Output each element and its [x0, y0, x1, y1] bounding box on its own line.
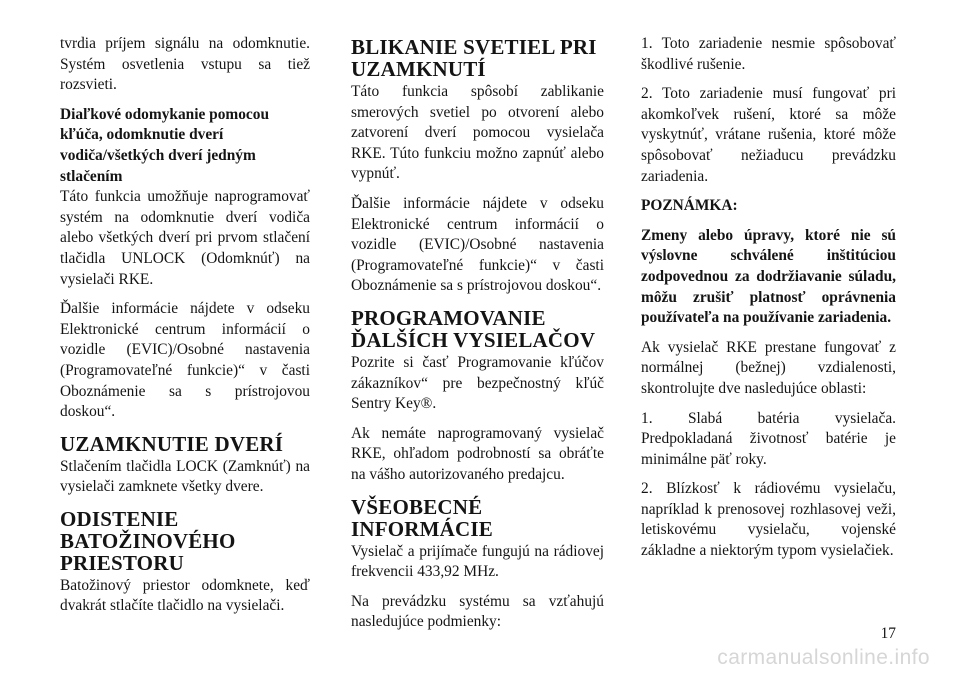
watermark: carmanualsonline.info [717, 646, 930, 669]
door-lock-heading: UZAMKNUTIE DVERÍ [60, 431, 284, 456]
conditions-paragraph: Na prevádzku systému sa vzťahujú nasledujúce podmienky: [351, 592, 604, 631]
remote-unlock-heading: Diaľkové odomykanie pomocou kľúča, odomknutie dverí vodiča/všetkých dverí jedným stlačením [60, 105, 270, 185]
column-right [641, 34, 896, 571]
note-label: POZNÁMKA: [641, 197, 738, 215]
flash-more-info-paragraph: Ďalšie informácie nájdete v odseku Elektronické centrum informácií o vozidle (EVIC)/Osobné nastavenia (Programovateľné funkcie)“ v časti Oboznámenie sa s prístrojovou doskou“. [351, 194, 604, 295]
flash-lights-heading: BLIKANIE SVETIEL PRI UZAMKNUTÍ [351, 35, 597, 81]
dealer-paragraph: Ak nemáte naprogramovaný vysielač RKE, ohľadom podrobností sa obráťte na vášho autorizovaného predajcu. [351, 424, 604, 483]
column-middle [351, 34, 604, 642]
page-number: 17 [880, 625, 896, 642]
flash-lights-paragraph: Táto funkcia spôsobí zablikanie smerových svetiel po otvorení alebo zatvorení dverí pomocou vysielača RKE. Túto funkciu možno zapnúť alebo vypnúť. [351, 83, 604, 183]
column-left [60, 34, 310, 626]
condition-2-paragraph: 2. Toto zariadenie musí fungovať pri akomkoľvek rušení, ktoré sa môže vyskytnúť, vrátane rušenia, ktoré môže spôsobovať nežiaducu prevádzku zariadenia. [641, 85, 896, 185]
remote-unlock-paragraph: Táto funkcia umožňuje naprogramovať systém na odomknutie dverí vodiča alebo všetkých dverí pri prvom stlačení tlačidla UNLOCK (Odomknúť) na vysielači RKE. [60, 188, 310, 288]
door-lock-paragraph: Stlačením tlačidla LOCK (Zamknúť) na vysielači zamknete všetky dvere. [60, 457, 310, 496]
program-transmitters-heading: PROGRAMOVANIE ĎALŠÍCH VYSIELAČOV [351, 305, 596, 352]
frequency-paragraph: Vysielač a prijímače fungujú na rádiovej frekvencii 433,92 MHz. [351, 542, 604, 581]
note-text: Zmeny alebo úpravy, ktoré nie sú výslovne schválené inštitúciou zodpovednou za dodržiavanie súladu, môžu zrušiť platnosť oprávnenia používateľa na používanie zariadenia. [641, 226, 896, 327]
failure-item-2: 2. Blízkosť k rádiovému vysielaču, napríklad k prenosovej rozhlasovej veži, letiskovému vysielaču, vojenské základne a niektorým typom vysielačiek. [641, 480, 896, 560]
failure-item-1: 1. Slabá batéria vysielača. Predpokladaná životnosť batérie je minimálne päť roky. [641, 409, 896, 468]
program-paragraph: Pozrite si časť Programovanie kľúčov zákazníkov“ pre bezpečnostný kľúč Sentry Key®. [351, 353, 604, 413]
more-info-paragraph: Ďalšie informácie nájdete v odseku Elektronické centrum informácií o vozidle (EVIC)/Osobné nastavenia (Programovateľné funkcie)“ v časti Oboznámenie sa s prístrojovou doskou“. [60, 300, 310, 421]
general-info-heading: VŠEOBECNÉ INFORMÁCIE [351, 494, 493, 541]
trunk-release-heading: ODISTENIE BATOŽINOVÉHO PRIESTORU [60, 506, 236, 575]
intro-paragraph: tvrdia príjem signálu na odomknutie. Systém osvetlenia vstupu sa tiež rozsvieti. [60, 35, 310, 94]
failure-paragraph: Ak vysielač RKE prestane fungovať z normálnej (bežnej) vzdialenosti, skontrolujte dve nasledujúce oblasti: [641, 338, 896, 397]
condition-1-paragraph: 1. Toto zariadenie nesmie spôsobovať škodlivé rušenie. [641, 35, 896, 73]
trunk-release-paragraph: Batožinový priestor odomknete, keď dvakrát stlačíte tlačidlo na vysielači. [60, 576, 310, 615]
